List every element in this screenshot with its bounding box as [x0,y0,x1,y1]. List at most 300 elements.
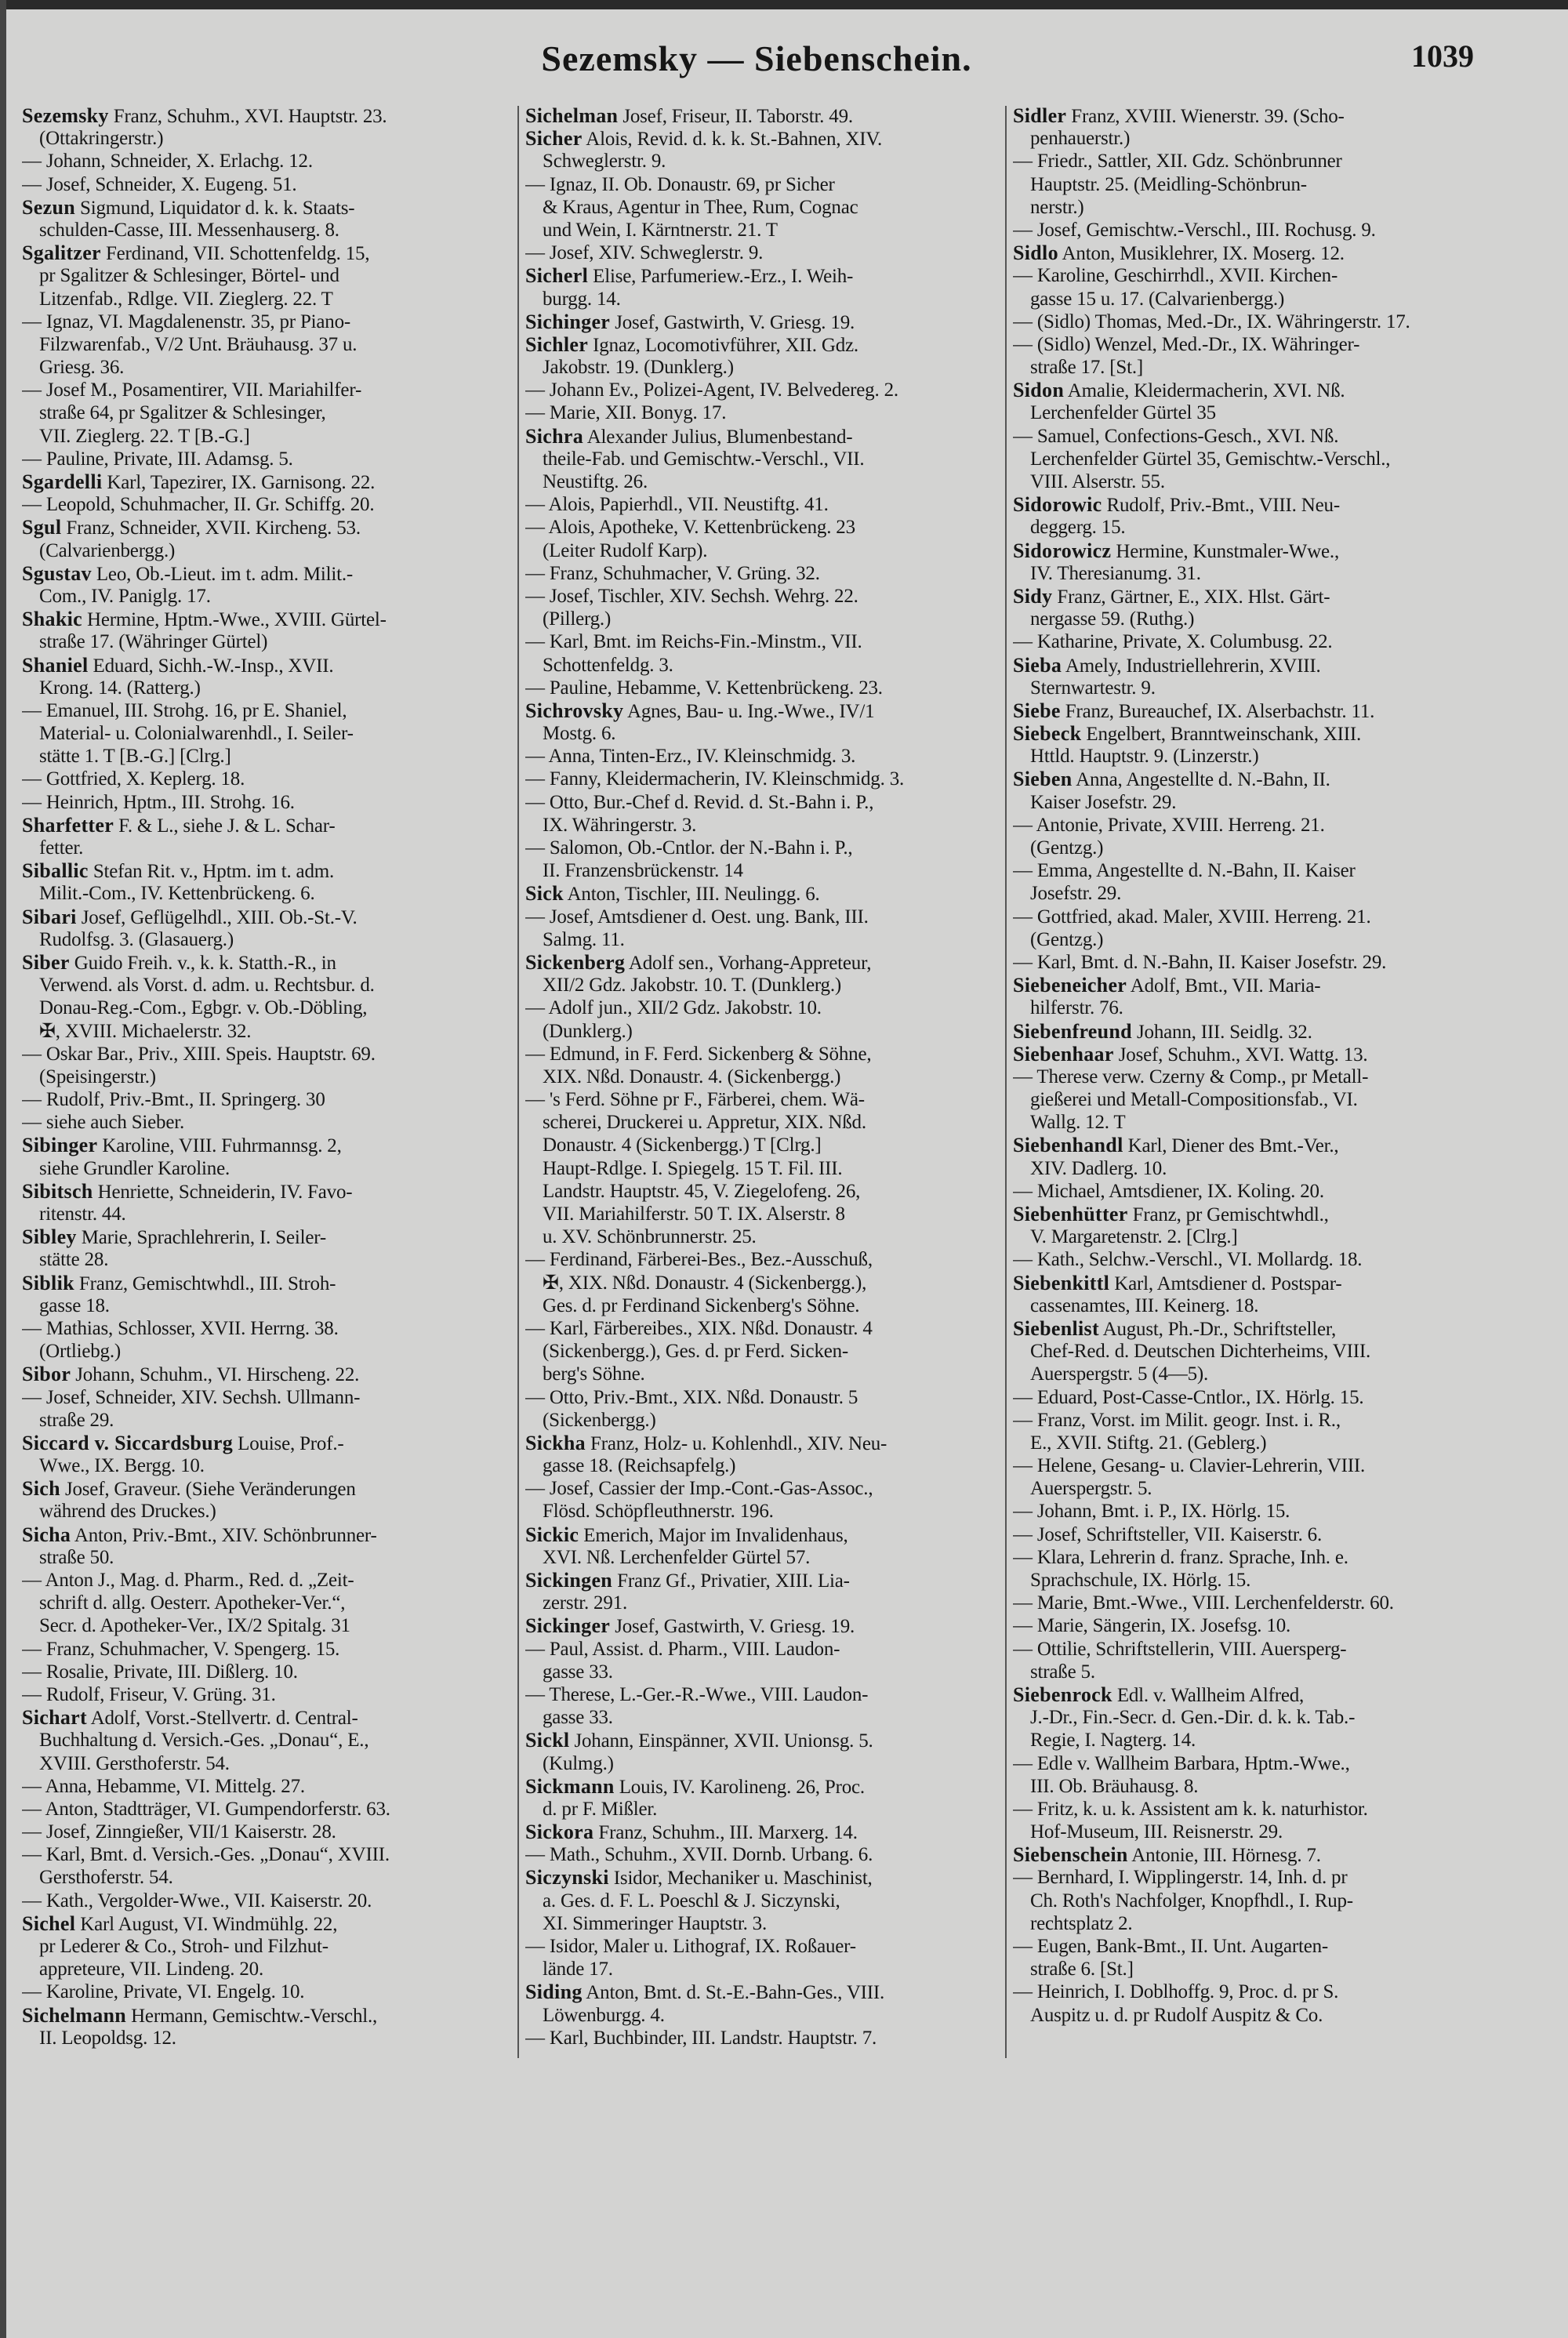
entry-text: cassenamtes, III. Keinerg. 18. [1030,1294,1259,1316]
directory-entry-head [525,425,1013,448]
entry-text: Louise, Prof.- [233,1432,344,1454]
directory-entry-line [525,539,1013,562]
directory-entry-line [22,699,510,722]
directory-entry-line [525,997,1013,1019]
entry-text: II. Leopoldsg. 12. [39,2027,176,2049]
entry-text: straße 5. [1030,1661,1095,1683]
entry-text: & Kraus, Agentur in Thee, Rum, Cognac [543,196,858,218]
surname: Sibley [22,1225,77,1249]
directory-entry-head [1013,1134,1501,1156]
entry-text: Henriette, Schneiderin, IV. Favo- [93,1181,353,1203]
entry-text: Franz, Gemischtwhdl., III. Stroh- [74,1272,336,1294]
directory-entry-line [1013,516,1501,539]
directory-entry-line [22,1752,510,1775]
entry-text: Louis, IV. Karolineng. 26, Proc. [614,1776,865,1798]
directory-entry-line [525,1203,1013,1225]
directory-entry-line [22,997,510,1019]
entry-text: Franz, Gärtner, E., XIX. Hlst. Gärt- [1052,586,1330,608]
entry-text: — Fritz, k. u. k. Assistent am k. k. naturhistor. [1013,1798,1368,1820]
directory-entry-head [1013,768,1501,790]
directory-entry-line [525,928,1013,951]
surname: Sgalitzer [22,241,101,265]
entry-text: Hauptstr. 25. (Meidling-Schönbrun- [1030,173,1307,195]
entry-text: Karl, Diener des Bmt.-Ver., [1123,1135,1339,1157]
directory-entry-line [1013,1866,1501,1889]
directory-entry-head [1013,722,1501,745]
directory-entry-line [1013,1294,1501,1317]
directory-entry-line [525,1088,1013,1111]
entry-text: — Josef, Schriftsteller, VII. Kaiserstr. 6. [1013,1523,1323,1545]
entry-text: — Klara, Lehrerin d. franz. Sprache, Inh. e. [1013,1546,1348,1568]
entry-text: Secr. d. Apotheker-Ver., IX/2 Spitalg. 31 [39,1615,350,1637]
entry-text: — Karl, Bmt. d. Versich.-Ges. „Donau“, XVIII. [22,1844,390,1866]
entry-text: — Eduard, Post-Casse-Cntlor., IX. Hörlg. 15. [1013,1386,1364,1408]
directory-entry-line [1013,1729,1501,1752]
entry-text: (Ortliebg.) [39,1341,122,1363]
entry-text: Schweglerstr. 9. [543,151,666,172]
entry-text: Flösd. Schöpfleuthnerstr. 196. [543,1501,774,1523]
directory-entry-line [22,310,510,333]
directory-entry-line [1013,1248,1501,1271]
entry-text: Franz, Schuhm., III. Marxerg. 14. [593,1822,858,1844]
entry-text: — Emma, Angestellte d. N.-Bahn, II. Kaiser [1013,860,1356,882]
entry-text: Josef, Gastwirth, V. Griesg. 19. [610,1616,855,1638]
surname: Sichel [22,1911,76,1935]
entry-text: Alexander Julius, Blumenbestand- [583,426,853,448]
directory-entry-line [1013,1912,1501,1935]
entry-text: Anton, Musiklehrer, IX. Moserg. 12. [1058,243,1345,265]
entry-text: Edl. v. Wallheim Alfred, [1112,1684,1305,1706]
surname: Sgul [22,516,62,539]
directory-entry-line [1013,127,1501,150]
directory-entry-head [1013,699,1501,722]
directory-entry-line [1013,1454,1501,1477]
directory-entry-line [22,1683,510,1706]
directory-entry-head [525,1432,1013,1454]
entry-text: Donau-Reg.-Com., Egbgr. v. Ob.-Döbling, [39,997,368,1019]
entry-text: ✠, XVIII. Michaelerstr. 32. [39,1020,252,1042]
entry-text: — Franz, Schuhmacher, V. Spengerg. 15. [22,1638,340,1660]
entry-text: Amalie, Kleidermacherin, XVI. Nß. [1064,380,1345,402]
entry-text: Litzenfab., Rdlge. VII. Zieglerg. 22. T [39,288,333,310]
entry-text: Hermine, Hptm.-Wwe., XVIII. Gürtel- [82,609,387,631]
entry-text: Adolf, Vorst.-Stellvertr. d. Central- [86,1708,358,1730]
entry-text: Donaustr. 4 (Sickenbergg.) T [Clrg.] [543,1135,822,1156]
page-title: Sezemsky — Siebenschein. [541,38,972,78]
surname: Sibinger [22,1134,98,1157]
entry-text: siehe Grundler Karoline. [39,1157,230,1179]
entry-text: — Paul, Assist. d. Pharm., VIII. Laudon- [525,1638,840,1660]
directory-entry-line [525,974,1013,997]
directory-entry-head [525,310,1013,333]
directory-entry-line [525,654,1013,677]
entry-text: — Rosalie, Private, III. Dißlerg. 10. [22,1661,298,1683]
surname: Shaniel [22,653,89,677]
directory-entry-line [1013,196,1501,219]
directory-entry-line [22,585,510,608]
entry-text: theile-Fab. und Gemischtw.-Verschl., VII. [543,448,865,470]
entry-text: — Ignaz, II. Ob. Donaustr. 69, pr Sicher [525,173,835,195]
directory-entry-line [1013,448,1501,470]
entry-text: — (Sidlo) Thomas, Med.-Dr., IX. Währingerstr. 17. [1013,310,1410,332]
directory-entry-line [22,493,510,516]
entry-text: III. Ob. Bräuhausg. 8. [1030,1775,1199,1797]
entry-text: Agnes, Bau- u. Ing.-Wwe., IV/1 [623,700,875,722]
entry-text: gasse 18. (Reichsapfelg.) [543,1455,736,1477]
entry-text: — Karoline, Private, VI. Engelg. 10. [22,1981,305,2003]
directory-entry-line [22,173,510,196]
directory-entry-line [1013,173,1501,196]
entry-text: — Johann, Bmt. i. P., IX. Hörlg. 15. [1013,1501,1290,1523]
directory-entry-head [1013,493,1501,516]
directory-entry-line [525,1935,1013,1958]
directory-entry-line [525,1890,1013,1912]
directory-entry-line [1013,1340,1501,1363]
directory-entry-line [22,264,510,287]
entry-text: (Sickenbergg.) [543,1409,656,1431]
entry-text: appreteure, VII. Lindeng. 20. [39,1959,263,1980]
directory-entry-line [1013,1500,1501,1523]
entry-text: XIV. Dadlerg. 10. [1030,1157,1167,1179]
entry-text: Josef, Geflügelhdl., XIII. Ob.-St.-V. [76,906,358,928]
entry-text: nergasse 59. (Ruthg.) [1030,608,1195,630]
entry-text: hilferstr. 76. [1030,997,1123,1019]
entry-text: straße 64, pr Sgalitzer & Schlesinger, [39,402,326,424]
surname: Siebenhandl [1013,1134,1123,1157]
directory-entry-line [22,1890,510,1912]
directory-entry-line [1013,1546,1501,1569]
directory-entry-line [525,1248,1013,1271]
surname: Siber [22,950,70,974]
surname: Sicherl [525,264,589,288]
entry-text: — Anton, Stadtträger, VI. Gumpendorferstr. 63. [22,1798,390,1820]
directory-entry-line [525,791,1013,814]
directory-entry-line [525,1225,1013,1248]
directory-entry-line [22,1958,510,1980]
directory-entry-line [525,1111,1013,1134]
entry-text: Jakobstr. 19. (Dunklerg.) [543,357,734,379]
directory-entry-line [525,837,1013,859]
surname: Sickic [525,1523,579,1546]
entry-text: — Marie, XII. Bonyg. 17. [525,402,727,424]
column-3 [1013,104,1501,2027]
surname: Sickha [525,1431,586,1454]
directory-entry-line [22,1088,510,1111]
directory-entry-line [525,356,1013,379]
directory-entry-line [1013,1661,1501,1683]
entry-text: Krong. 14. (Ratterg.) [39,677,201,699]
entry-text: F. & L., siehe J. & L. Schar- [114,815,336,837]
entry-text: VII. Zieglerg. 22. T [B.-G.] [39,425,250,447]
directory-entry-head [22,2004,510,2027]
surname: Sicha [22,1523,71,1546]
directory-entry-line [22,1638,510,1661]
directory-entry-head [1013,539,1501,562]
entry-text: pr Lederer & Co., Stroh- und Filzhut- [39,1936,328,1957]
entry-text: — Edle v. Wallheim Barbara, Hptm.-Wwe., [1013,1752,1350,1774]
directory-entry-head [22,1477,510,1500]
directory-entry-line [1013,1111,1501,1134]
entry-text: — Bernhard, I. Wipplingerstr. 14, Inh. d. pr [1013,1867,1348,1889]
directory-entry-line [525,379,1013,401]
surname: Sieben [1013,768,1073,791]
directory-entry-line [525,1661,1013,1683]
entry-text: — Michael, Amtsdiener, IX. Koling. 20. [1013,1180,1324,1202]
directory-entry-line [525,1546,1013,1569]
entry-text: — Ottilie, Schriftstellerin, VIII. Auersperg- [1013,1638,1347,1660]
entry-text: Buchhaltung d. Versich.-Ges. „Donau“, E., [39,1730,369,1752]
directory-entry-line [1013,882,1501,905]
surname: Sichelman [525,104,619,127]
directory-entry-line [525,219,1013,241]
directory-entry-line [22,1454,510,1477]
directory-entry-head [1013,241,1501,264]
entry-text: V. Margaretenstr. 2. [Clrg.] [1030,1226,1238,1248]
directory-entry-head [22,1912,510,1935]
directory-entry-line [1013,1363,1501,1385]
entry-text: IX. Währingerstr. 3. [543,814,697,836]
entry-text: Löwenburgg. 4. [543,2004,665,2026]
entry-text: gasse 18. [39,1294,110,1316]
entry-text: Auerspergstr. 5 (4—5). [1030,1363,1209,1385]
directory-entry-head [22,814,510,837]
directory-entry-line [525,1409,1013,1432]
directory-entry-line [525,859,1013,882]
entry-text: Com., IV. Paniglg. 17. [39,585,211,607]
surname: Siebeck [1013,722,1082,746]
directory-entry-line [525,470,1013,493]
entry-text: — Kath., Selchw.-Verschl., VI. Mollardg. 18. [1013,1249,1363,1271]
directory-entry-line [22,1043,510,1066]
entry-text: Karoline, VIII. Fuhrmannsg. 2, [97,1135,342,1157]
directory-entry-line [525,1043,1013,1066]
surname: Sickinger [525,1614,611,1638]
entry-text: — Gottfried, X. Keplerg. 18. [22,768,245,790]
directory-entry-line [525,1317,1013,1340]
directory-entry-head [22,906,510,928]
directory-entry-line [1013,1157,1501,1180]
entry-text: — Alois, Papierhdl., VII. Neustiftg. 41. [525,494,829,516]
entry-text: Regie, I. Nagterg. 14. [1030,1730,1196,1752]
entry-text: Amely, Industriellehrerin, XVIII. [1062,655,1321,677]
directory-entry-line [525,1592,1013,1614]
entry-text: — Therese verw. Czerny & Comp., pr Metall- [1013,1066,1369,1087]
entry-text: — Mathias, Schlosser, XVII. Herrng. 38. [22,1317,339,1339]
entry-text: Josef, Graveur. (Siehe Veränderungen [60,1479,356,1501]
directory-entry-line [22,791,510,814]
entry-text: Material- u. Colonialwarenhdl., I. Seiler- [39,723,354,745]
directory-entry-head [1013,974,1501,997]
entry-text: Landstr. Hauptstr. 45, V. Ziegelofeng. 26, [543,1180,861,1202]
directory-entry-line [525,585,1013,608]
directory-entry-line [1013,356,1501,379]
directory-entry-head [1013,585,1501,608]
directory-entry-line [525,1272,1013,1294]
directory-entry-line [22,401,510,424]
surname: Sichra [525,424,584,448]
directory-entry-line [525,745,1013,768]
entry-text: (Ottakringerstr.) [39,128,164,150]
directory-entry-line [525,1477,1013,1500]
directory-entry-line [1013,906,1501,928]
entry-text: (Leiter Rudolf Karp). [543,539,708,561]
entry-text: XVIII. Gersthoferstr. 54. [39,1752,230,1774]
entry-text: — Josef, Amtsdiener d. Oest. ung. Bank, III. [525,906,869,928]
directory-entry-head [22,1363,510,1385]
entry-text: Johann, Schuhm., VI. Hirscheng. 22. [71,1364,360,1386]
directory-entry-line [1013,859,1501,882]
entry-text: straße 29. [39,1409,114,1431]
directory-entry-head [525,1980,1013,2003]
directory-entry-line [1013,677,1501,699]
directory-entry-line [22,837,510,859]
entry-text: Haupt-Rdlge. I. Spiegelg. 15 T. Fil. III. [543,1157,843,1179]
directory-entry-line [1013,1614,1501,1637]
directory-entry-line [1013,150,1501,172]
directory-entry-line [22,150,510,172]
directory-entry-line [525,288,1013,310]
entry-text: — Karoline, Geschirrhdl., XVII. Kirchen- [1013,265,1338,287]
entry-text: — Franz, Schuhmacher, V. Grüng. 32. [525,562,820,584]
entry-text: — Eugen, Bank-Bmt., II. Unt. Augarten- [1013,1936,1329,1957]
entry-text: Franz, Schneider, XVII. Kircheng. 53. [61,517,361,539]
entry-text: berg's Söhne. [543,1363,645,1385]
entry-text: Josefstr. 29. [1030,883,1122,905]
entry-text: burgg. 14. [543,288,621,310]
directory-entry-line [525,2027,1013,2049]
entry-text: — Marie, Bmt.-Wwe., VIII. Lerchenfelderstr. 60. [1013,1592,1394,1614]
entry-text: stätte 1. T [B.-G.] [Clrg.] [39,746,231,768]
entry-text: (Dunklerg.) [543,1020,633,1042]
entry-text: Anton, Bmt. d. St.-E.-Bahn-Ges., VIII. [582,1982,885,2004]
directory-entry-line [22,288,510,310]
entry-text: Franz, pr Gemischtwhdl., [1127,1204,1329,1225]
directory-entry-line [525,1706,1013,1729]
directory-entry-line [1013,1592,1501,1614]
directory-entry-line [22,768,510,790]
directory-entry-line [525,630,1013,653]
entry-text: (Pillerg.) [543,608,612,630]
directory-entry-line [22,722,510,745]
entry-text: Franz, XVIII. Wienerstr. 39. (Scho- [1066,106,1345,127]
entry-text: — Helene, Gesang- u. Clavier-Lehrerin, VIII. [1013,1455,1366,1477]
directory-entry-head [22,562,510,585]
entry-text: Wallg. 12. T [1030,1112,1126,1134]
surname: Siebenrock [1013,1683,1112,1706]
directory-entry-line [22,1980,510,2003]
entry-text: straße 50. [39,1546,114,1568]
surname: Sichler [525,332,589,356]
directory-entry-line [22,1340,510,1363]
directory-entry-line [1013,264,1501,287]
directory-entry-line [525,906,1013,928]
entry-text: während des Druckes.) [39,1501,216,1523]
entry-text: — Heinrich, Hptm., III. Strohg. 16. [22,791,295,813]
directory-entry-line [22,539,510,562]
directory-entry-line [525,516,1013,539]
surname: Sieba [1013,653,1062,677]
surname: Sgardelli [22,470,103,493]
surname: Sichrovsky [525,699,624,722]
directory-entry-head [525,1866,1013,1889]
directory-entry-line [1013,997,1501,1019]
entry-text: Franz, Bureauchef, IX. Alserbachstr. 11. [1060,700,1375,722]
entry-text: — Karl, Färbereibes., XIX. Nßd. Donaustr. 4 [525,1317,873,1339]
entry-text: gasse 33. [543,1661,613,1683]
surname: Sidy [1013,584,1053,608]
directory-entry-line [525,448,1013,470]
directory-entry-line [525,173,1013,196]
entry-text: Emerich, Major im Invalidenhaus, [579,1524,848,1546]
entry-text: Stefan Rit. v., Hptm. im t. adm. [88,861,335,883]
entry-text: Franz Gf., Privatier, XIII. Lia- [612,1570,850,1592]
directory-entry-line [22,745,510,768]
entry-text: Josef, Gastwirth, V. Griesg. 19. [610,311,855,333]
entry-text: — Anna, Hebamme, VI. Mittelg. 27. [22,1775,305,1797]
surname: Sezemsky [22,104,109,127]
surname: Sickingen [525,1569,613,1592]
entry-text: — Josef, Cassier der Imp.-Cont.-Gas-Assoc., [525,1478,873,1500]
entry-text: ritenstr. 44. [39,1203,126,1225]
directory-entry-line [22,379,510,401]
entry-text: Schottenfeldg. 3. [543,654,673,676]
directory-entry-head [525,882,1013,905]
directory-entry-line [22,1935,510,1958]
directory-entry-line [1013,562,1501,585]
directory-entry-line [525,1752,1013,1775]
directory-entry-line [22,1821,510,1843]
directory-entry-line [22,1569,510,1592]
entry-text: J.-Dr., Fin.-Secr. d. Gen.-Dir. d. k. k. Tab.- [1030,1707,1356,1729]
entry-text: Httld. Hauptstr. 9. (Linzerstr.) [1030,746,1259,768]
surname: Sidlo [1013,241,1058,265]
entry-text: — Samuel, Confections-Gesch., XVI. Nß. [1013,425,1339,447]
directory-entry-line [525,1386,1013,1409]
directory-entry-head [525,1775,1013,1798]
directory-entry-line [1013,1752,1501,1775]
entry-text: Gersthoferstr. 54. [39,1867,173,1889]
entry-text: — Josef, Schneider, X. Eugeng. 51. [22,173,297,195]
entry-text: Sprachschule, IX. Hörlg. 15. [1030,1570,1251,1591]
entry-text: — Otto, Priv.-Bmt., XIX. Nßd. Donaustr. 5 [525,1386,858,1408]
directory-entry-head [525,1614,1013,1637]
directory-entry-line [1013,310,1501,333]
directory-entry-line [22,882,510,905]
entry-text: pr Sgalitzer & Schlesinger, Börtel- und [39,265,339,287]
directory-entry-head [1013,1203,1501,1225]
surname: Siebeneicher [1013,974,1127,997]
directory-entry-line [525,241,1013,264]
entry-text: Engelbert, Branntweinschank, XIII. [1081,724,1362,746]
entry-text: — Isidor, Maler u. Lithograf, IX. Roßauer- [525,1936,856,1957]
entry-text: Filzwarenfab., V/2 Unt. Bräuhausg. 37 u. [39,333,358,355]
directory-entry-line [525,196,1013,219]
directory-entry-line [525,562,1013,585]
directory-entry-head [22,1134,510,1156]
directory-entry-head [22,1180,510,1203]
entry-text: und Wein, I. Kärntnerstr. 21. T [543,219,778,241]
entry-text: — Fanny, Kleidermacherin, IV. Kleinschmidg. 3. [525,768,905,790]
entry-text: Griesg. 36. [39,357,125,379]
directory-entry-line [22,974,510,997]
surname: Sibor [22,1363,71,1386]
directory-entry-line [22,1614,510,1637]
entry-text: Milit.-Com., IV. Kettenbrückeng. 6. [39,883,315,905]
directory-entry-line [1013,1798,1501,1821]
entry-text: — Josef M., Posamentirer, VII. Mariahilfer- [22,379,362,401]
entry-text: XIX. Nßd. Donaustr. 4. (Sickenbergg.) [543,1066,841,1087]
entry-text: Hof-Museum, III. Reisnerstr. 29. [1030,1821,1283,1843]
